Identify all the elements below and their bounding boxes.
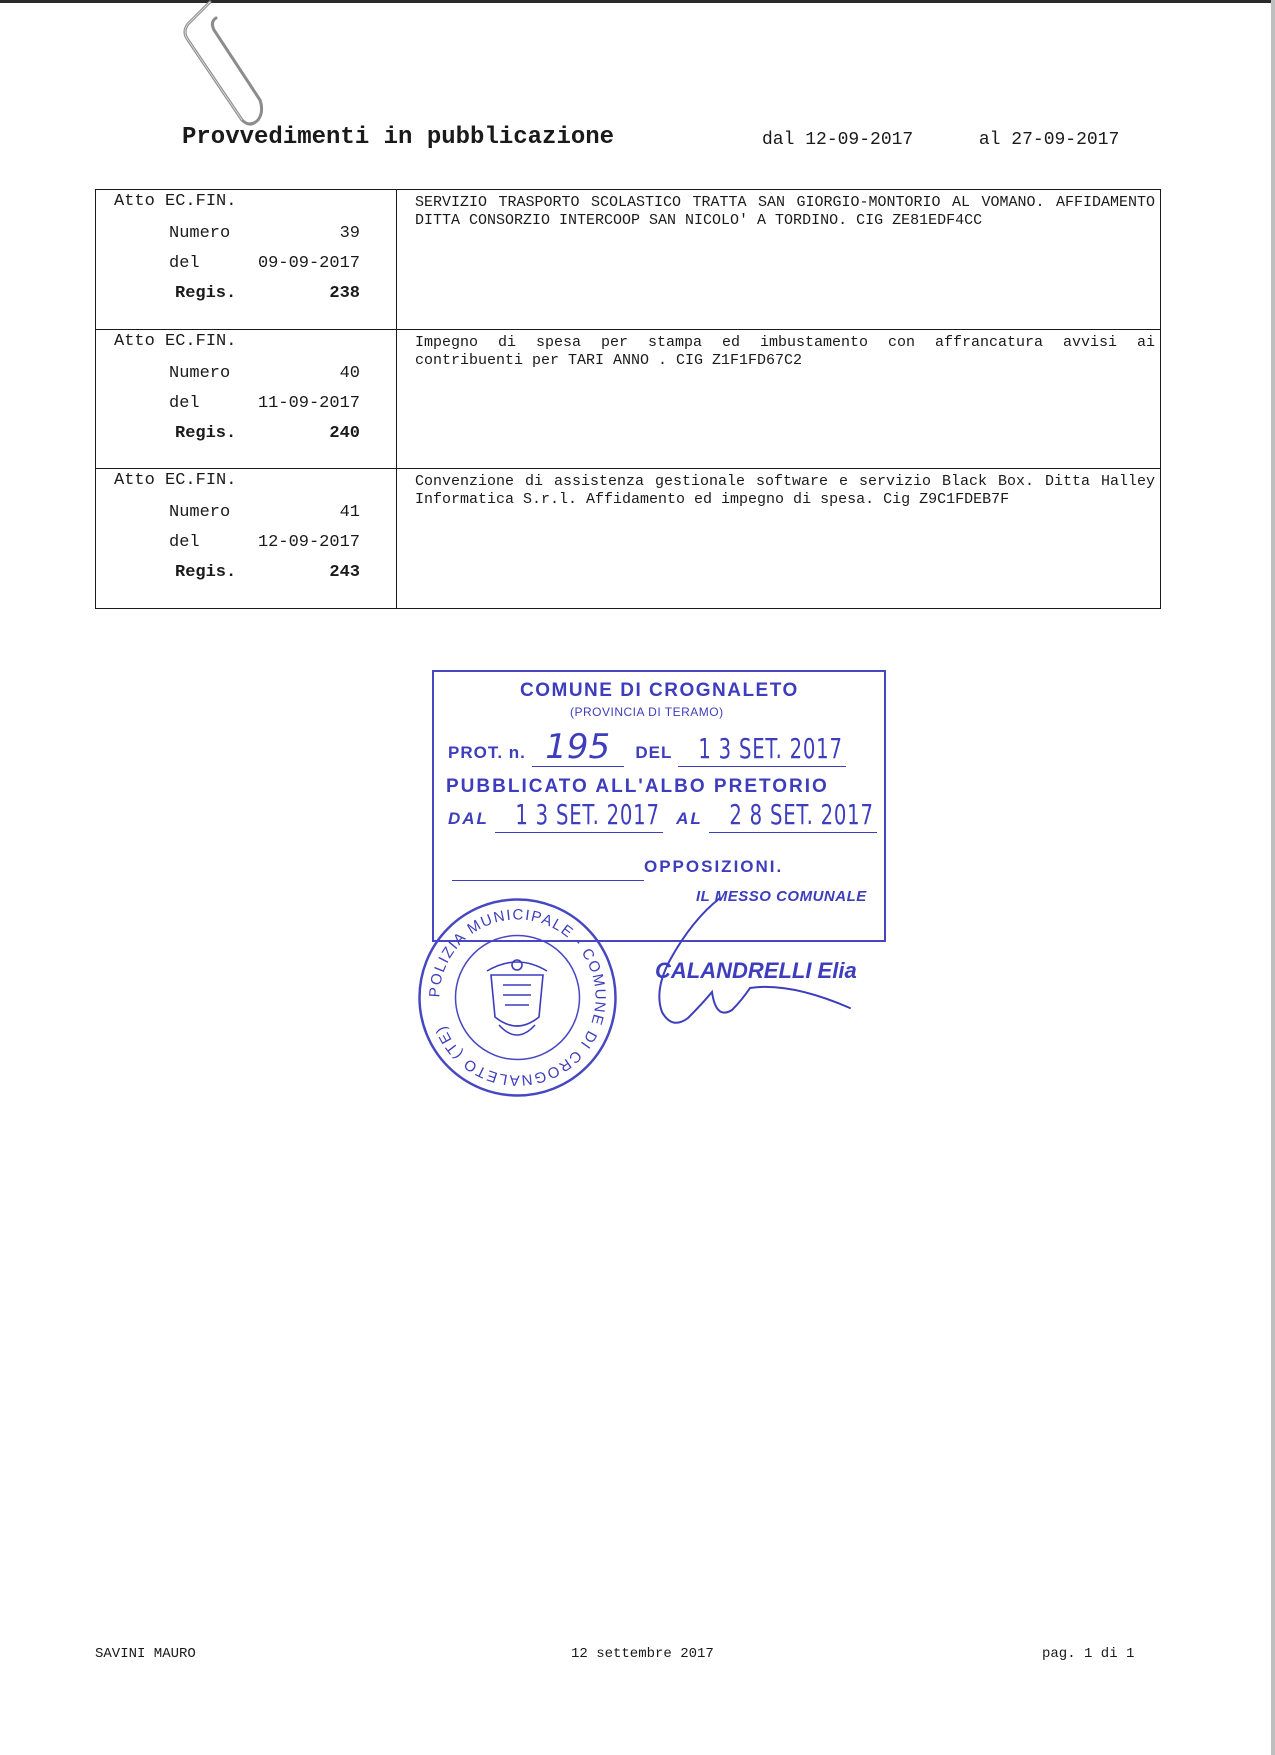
- stamp-al-date: 2 8 SET. 2017: [729, 798, 874, 831]
- record-description: Impegno di spesa per stampa ed imbustamento con affrancatura avvisi ai contribuenti per TARI ANNO . CIG Z1F1FD67C2: [397, 329, 1161, 469]
- range-from-label: dal: [762, 130, 795, 150]
- range-to-date: 27-09-2017: [1011, 130, 1120, 150]
- stamp-comune: COMUNE DI CROGNALETO: [520, 680, 799, 701]
- table-row: [96, 469, 1161, 609]
- stamp-pubblicato: PUBBLICATO ALL'ALBO PRETORIO: [446, 776, 829, 797]
- stamp-prot-label: PROT. n.: [448, 743, 526, 762]
- record-meta-cell: [96, 329, 397, 469]
- record-description: SERVIZIO TRASPORTO SCOLASTICO TRATTA SAN GIORGIO-MONTORIO AL VOMANO. AFFIDAMENTO DITTA CONSORZIO INTERCOOP SAN NICOLO' A TORDINO. CIG ZE81EDF4CC: [397, 190, 1161, 330]
- document-header: [182, 124, 1162, 160]
- record-date-label: del: [169, 533, 200, 553]
- record-meta-cell: [96, 469, 397, 609]
- svg-text:POLIZIA MUNICIPALE - COMUNE DI: [426, 906, 608, 1088]
- record-number-line: [169, 224, 360, 243]
- record-atto: Atto EC.FIN.: [114, 331, 237, 351]
- record-atto: Atto EC.FIN.: [114, 192, 237, 211]
- stamp-provincia: (PROVINCIA DI TERAMO): [570, 705, 724, 719]
- municipal-seal-icon: [415, 895, 620, 1100]
- record-number-line: [169, 503, 360, 522]
- footer-author: SAVINI MAURO: [95, 1646, 196, 1662]
- record-number: 40: [339, 363, 360, 383]
- records-table: [95, 189, 1161, 609]
- stamp-dal-label: DAL: [448, 809, 489, 828]
- stamp-del-date: 1 3 SET. 2017: [698, 732, 843, 765]
- record-date-label: del: [169, 393, 200, 413]
- stamp-dal-field: [495, 798, 663, 833]
- stamp-dal-date: 1 3 SET. 2017: [515, 798, 661, 831]
- record-regis: 238: [329, 284, 360, 303]
- page-title: Provvedimenti in pubblicazione: [182, 124, 615, 151]
- footer-page: pag. 1 di 1: [1042, 1646, 1135, 1662]
- stamp-prot-field: [532, 727, 624, 767]
- record-date: 12-09-2017: [257, 533, 360, 553]
- record-meta-cell: [96, 190, 397, 330]
- record-description: Convenzione di assistenza gestionale software e servizio Black Box. Ditta Halley Informatica S.r.l. Affidamento ed impegno di spesa. Cig Z9C1FDEB7F: [397, 469, 1161, 609]
- stamp-prot-number: 195: [545, 727, 611, 767]
- stamp-opposizioni-line: [452, 854, 783, 881]
- paperclip-icon: [180, 0, 290, 130]
- stamp-al-label: AL: [676, 809, 703, 828]
- record-number-label: Numero: [169, 224, 231, 243]
- record-number-label: Numero: [169, 503, 231, 523]
- record-number-label: Numero: [169, 363, 231, 383]
- record-regis-label: Regis.: [175, 563, 237, 583]
- publication-range: [762, 130, 1119, 150]
- footer-date: 12 settembre 2017: [571, 1646, 714, 1662]
- record-date-label: del: [169, 254, 200, 273]
- stamp-del-label: DEL: [635, 743, 673, 762]
- record-date: 09-09-2017: [257, 254, 360, 273]
- messo-name: CALANDRELLI Elia: [655, 958, 857, 983]
- table-row: [96, 329, 1161, 469]
- record-date-line: [169, 394, 360, 413]
- scan-edge-right: [1271, 0, 1275, 1755]
- record-number-line: [169, 364, 360, 383]
- stamp-dal-line: [448, 798, 877, 833]
- record-regis: 240: [329, 423, 360, 443]
- record-date-line: [169, 533, 360, 552]
- table-row: [96, 190, 1161, 330]
- stamp-del-field: [678, 732, 846, 767]
- record-number: 39: [339, 224, 360, 243]
- record-number: 41: [339, 503, 360, 523]
- record-regis-label: Regis.: [175, 284, 237, 303]
- record-regis-line: [169, 424, 360, 443]
- record-date: 11-09-2017: [257, 393, 360, 413]
- stamp-al-field: [709, 798, 877, 833]
- record-regis: 243: [329, 563, 360, 583]
- stamp-messo: IL MESSO COMUNALE: [696, 888, 867, 905]
- stamp-prot-line: [448, 727, 846, 767]
- record-regis-label: Regis.: [175, 423, 237, 443]
- record-regis-line: [169, 284, 360, 303]
- record-date-line: [169, 254, 360, 273]
- range-to-label: al: [978, 130, 1001, 150]
- record-regis-line: [169, 563, 360, 582]
- range-from-date: 12-09-2017: [805, 130, 914, 150]
- seal-text: POLIZIA MUNICIPALE - COMUNE DI CROGNALETO (TE): [426, 906, 609, 1089]
- stamp-opposizioni: OPPOSIZIONI.: [644, 857, 784, 876]
- stamp-opposizioni-field: [452, 854, 644, 881]
- record-atto: Atto EC.FIN.: [114, 471, 237, 491]
